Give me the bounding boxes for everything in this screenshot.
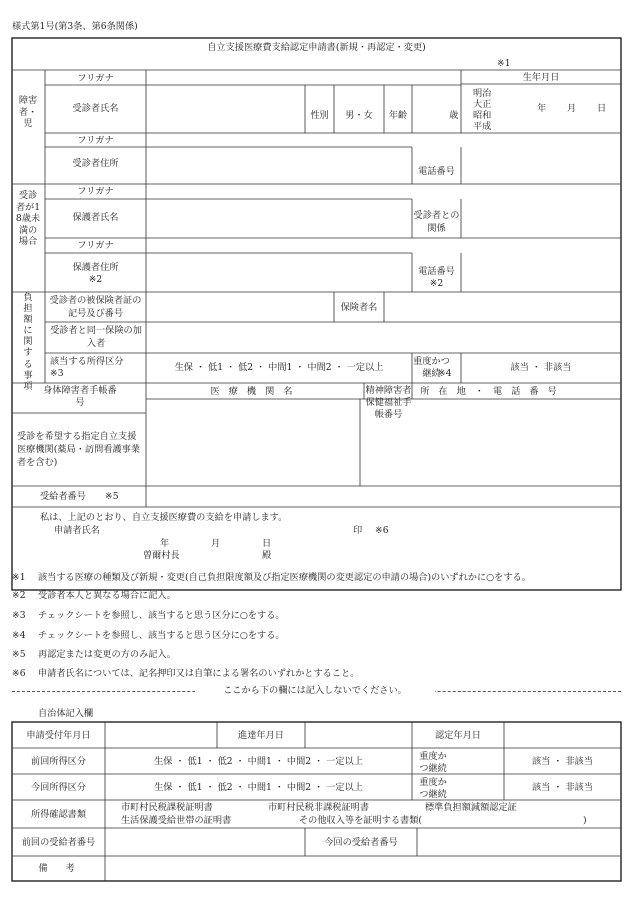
seal-mark: 印 xyxy=(353,525,363,536)
curr-severe-label: 重度かつ継続 xyxy=(419,777,447,800)
guardian-address-label: 保護者住所 xyxy=(72,262,119,273)
patient-name-label: 受診者氏名 xyxy=(72,103,119,114)
documents-label: 所得確認書類 xyxy=(30,809,87,820)
approved-date-label: 認定年月日 xyxy=(435,730,481,741)
applicant-name-input[interactable] xyxy=(110,524,345,536)
curr-severe-options[interactable]: 該当 ・ 非該当 xyxy=(532,782,593,793)
note-3-text: チェックシートを参照し、該当すると思う区分に○をする。 xyxy=(38,610,285,621)
prev-severe-options[interactable]: 該当 ・ 非該当 xyxy=(532,756,593,767)
recipient-number-note: ※5 xyxy=(105,491,119,502)
patient-address-input[interactable] xyxy=(148,149,410,182)
sent-date-label: 進達年月日 xyxy=(238,730,284,741)
severe-continuing-label: 重度かつ継続 xyxy=(413,356,450,379)
patient-phone-label: 電話番号 xyxy=(418,166,455,177)
insurer-name-input[interactable] xyxy=(386,294,619,320)
institution-name-input[interactable] xyxy=(148,401,358,484)
note-4-mark: ※4 xyxy=(12,630,26,641)
birth-date-label: 生年月日 xyxy=(522,72,560,83)
addressee: 曽爾村長 xyxy=(143,550,180,561)
patient-address-furigana-label: フリガナ xyxy=(77,135,114,146)
addressee-honorific: 殿 xyxy=(262,550,272,561)
mental-handbook-label: 精神障害者保健福祉手帳番号 xyxy=(365,385,412,420)
received-date-input[interactable] xyxy=(107,724,215,746)
patient-address-label: 受診者住所 xyxy=(72,158,119,169)
title-note-mark: ※1 xyxy=(497,58,511,69)
severe-continuing-note: ※4 xyxy=(438,368,452,379)
declaration-text: 私は、上記のとおり、自立支援医療費の支給を申請します。 xyxy=(40,512,288,523)
era-showa[interactable]: 昭和 xyxy=(473,110,492,121)
institution-name-header: 医療機関名 xyxy=(210,386,302,397)
sex-label: 性別 xyxy=(310,110,329,121)
curr-recipient-input[interactable] xyxy=(419,830,619,854)
guardian-phone-input[interactable] xyxy=(463,240,619,290)
patient-phone-input[interactable] xyxy=(463,135,619,182)
birth-day-unit: 日 xyxy=(597,103,607,114)
remarks-input[interactable] xyxy=(107,858,619,879)
doc-other-income[interactable]: その他収入等を証明する書類( xyxy=(299,815,423,826)
curr-income-label: 今回所得区分 xyxy=(30,782,87,793)
guardian-phone-label: 電話番号 xyxy=(418,266,455,277)
income-class-note: ※3 xyxy=(50,368,64,379)
divider-text: ここから下の欄には記入しないでください。 xyxy=(195,685,435,697)
income-class-label: 該当する所得区分 xyxy=(50,356,124,367)
prev-severe-label: 重度かつ継続 xyxy=(419,751,447,774)
prev-income-options[interactable]: 生保 ・ 低1 ・ 低2 ・ 中間1 ・ 中間2 ・ 一定以上 xyxy=(154,756,363,767)
physical-handbook-label: 身体障害者手帳番号 xyxy=(43,385,117,408)
birth-month-unit: 月 xyxy=(567,103,577,114)
recipient-number-label: 受給者番号 xyxy=(40,491,86,502)
note-3-mark: ※3 xyxy=(12,610,26,621)
income-class-options[interactable]: 生保 ・ 低1 ・ 低2 ・ 中間1 ・ 中間2 ・ 一定以上 xyxy=(174,362,384,373)
guardian-address-note: ※2 xyxy=(88,274,103,285)
note-4-text: チェックシートを参照し、該当すると思う区分に○をする。 xyxy=(38,630,285,641)
doc-taxable-certificate[interactable]: 市町村民税課税証明書 xyxy=(121,802,213,813)
office-section-title: 自治体記入欄 xyxy=(38,708,94,719)
note-6-mark: ※6 xyxy=(12,668,26,679)
prev-recipient-input[interactable] xyxy=(107,830,303,854)
age-input[interactable] xyxy=(388,87,410,131)
declaration-year-unit: 年 xyxy=(160,538,170,549)
era-heisei[interactable]: 平成 xyxy=(473,121,492,132)
institution-address-input[interactable] xyxy=(362,401,619,484)
guardian-name-label: 保護者氏名 xyxy=(72,212,119,223)
note-1-text: 該当する医療の種類及び新規・変更(自己負担限度額及び指定医療機関の変更認定の申請の場合)のいずれかに○をする。 xyxy=(38,572,531,583)
note-5-text: 再認定または変更の方のみ記入。 xyxy=(38,649,176,660)
applicant-name-label: 申請者氏名 xyxy=(54,525,100,536)
doc-other-close-paren: ) xyxy=(583,815,587,826)
seal-note: ※6 xyxy=(375,525,389,536)
burden-section-label: 負担額に関する事項 xyxy=(23,292,33,392)
prev-recipient-label: 前回の受給者番号 xyxy=(21,837,96,848)
patient-furigana-input[interactable] xyxy=(148,72,303,84)
form-title: 自立支援医療費支給認定申請書(新規・再認定・変更) xyxy=(207,42,426,53)
guardian-name-input[interactable] xyxy=(148,201,410,236)
age-label: 年齢 xyxy=(388,110,408,121)
guardian-phone-note: ※2 xyxy=(429,278,444,289)
note-2-text: 受診者本人と異なる場合に記入。 xyxy=(38,590,176,601)
guardian-furigana-label: フリガナ xyxy=(77,186,114,197)
note-5-mark: ※5 xyxy=(12,649,26,660)
form-number: 様式第1号(第3条、第6条関係) xyxy=(12,21,138,32)
doc-nontaxable-certificate[interactable]: 市町村民税非課税証明書 xyxy=(268,802,370,813)
declaration-day-unit: 日 xyxy=(262,538,272,549)
patient-name-input[interactable] xyxy=(148,87,303,131)
declaration-month-unit: 月 xyxy=(211,538,221,549)
institution-address-header: 所在地・電話番号 xyxy=(420,386,566,397)
note-6-text: 申請者氏名については、記名押印又は自筆による署名のいずれかとすること。 xyxy=(38,668,360,679)
recipient-number-input[interactable] xyxy=(148,488,619,505)
guardian-address-furigana-label: フリガナ xyxy=(77,240,114,251)
insurance-number-label: 受診者の被保険者証の記号及び番号 xyxy=(49,295,142,319)
guardian-address-input[interactable] xyxy=(148,255,410,290)
remarks-label: 備考 xyxy=(38,863,93,874)
same-insurance-input[interactable] xyxy=(148,324,619,351)
prev-income-label: 前回所得区分 xyxy=(30,756,87,767)
doc-welfare-certificate[interactable]: 生活保護受給世帯の証明書 xyxy=(121,815,232,826)
institution-label: 受診を希望する指定自立支援医療機関(薬局・訪問看護事業者を含む) xyxy=(17,431,141,468)
curr-income-options[interactable]: 生保 ・ 低1 ・ 低2 ・ 中間1 ・ 中間2 ・ 一定以上 xyxy=(154,782,363,793)
note-2-mark: ※2 xyxy=(12,590,26,601)
era-meiji[interactable]: 明治 xyxy=(473,88,492,99)
patient-furigana-label: フリガナ xyxy=(77,73,114,84)
received-date-label: 申請受付年月日 xyxy=(26,730,91,741)
severe-continuing-options[interactable]: 該当 ・ 非該当 xyxy=(510,362,572,373)
same-insurance-label: 受診者と同一保険の加入者 xyxy=(50,325,142,349)
patient-section-label: 障害者・児 xyxy=(18,95,38,129)
relation-label: 受診者との関係 xyxy=(413,210,460,234)
relation-input[interactable] xyxy=(463,186,619,236)
doc-reduction-certificate[interactable]: 標準負担額減額認定証 xyxy=(425,802,517,813)
insurance-number-input[interactable] xyxy=(148,294,332,320)
note-1-mark: ※1 xyxy=(12,572,26,583)
era-taisho[interactable]: 大正 xyxy=(473,99,492,110)
birth-year-unit: 年 xyxy=(537,103,547,114)
approved-date-input[interactable] xyxy=(506,724,619,746)
sent-date-input[interactable] xyxy=(307,724,410,746)
curr-recipient-label: 今回の受給者番号 xyxy=(324,837,398,848)
insurer-name-label: 保険者名 xyxy=(340,302,378,313)
age-unit: 歳 xyxy=(449,110,459,121)
guardian-section-label: 受診者が18歳未満の場合 xyxy=(15,190,41,247)
sex-options[interactable]: 男・女 xyxy=(345,110,373,121)
